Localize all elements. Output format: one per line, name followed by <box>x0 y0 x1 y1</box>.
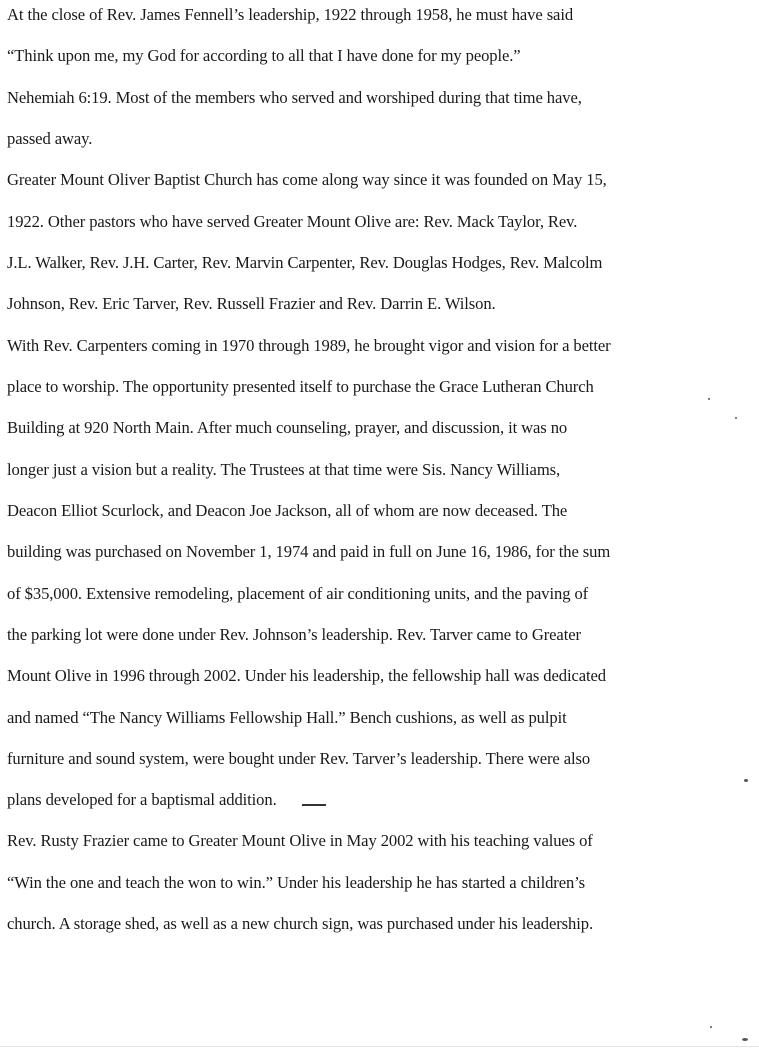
text-line-4: passed away. <box>7 129 93 148</box>
text-line-12: longer just a vision but a reality. The Trustees at that time were Sis. Nancy Williams, <box>7 460 561 479</box>
text-line-5: Greater Mount Oliver Baptist Church has come along way since it was founded on May 15, <box>7 170 607 189</box>
text-line-8: Johnson, Rev. Eric Tarver, Rev. Russell Frazier and Rev. Darrin E. Wilson. <box>7 294 496 313</box>
scan-speck <box>708 398 710 400</box>
text-line-6: 1922. Other pastors who have served Greater Mount Olive are: Rev. Mack Taylor, Rev. <box>7 212 578 231</box>
text-line-9: With Rev. Carpenters coming in 1970 through 1989, he brought vigor and vision for a better <box>7 336 611 355</box>
text-line-19: furniture and sound system, were bought under Rev. Tarver’s leadership. There were also <box>7 749 591 768</box>
text-line-11: Building at 920 North Main. After much counseling, prayer, and discussion, it was no <box>7 418 568 437</box>
page-bottom-edge <box>0 1046 759 1047</box>
text-line-1: At the close of Rev. James Fennell’s leadership, 1922 through 1958, he must have said <box>7 5 574 24</box>
scan-speck <box>735 417 737 419</box>
text-line-7: J.L. Walker, Rev. J.H. Carter, Rev. Marvin Carpenter, Rev. Douglas Hodges, Rev. Malcolm <box>7 253 603 272</box>
text-line-22: “Win the one and teach the won to win.” Under his leadership he has started a children’s <box>7 873 586 892</box>
text-line-2: “Think upon me, my God for according to all that I have done for my people.” <box>7 46 521 65</box>
text-line-18: and named “The Nancy Williams Fellowship Hall.” Bench cushions, as well as pulpit <box>7 708 567 727</box>
scan-speck <box>742 1038 748 1041</box>
scan-speck <box>710 1026 712 1028</box>
scan-speck <box>744 779 748 782</box>
text-line-17: Mount Olive in 1996 through 2002. Under his leadership, the fellowship hall was dedicated <box>7 666 606 685</box>
text-line-14: building was purchased on November 1, 1974 and paid in full on June 16, 1986, for the sum <box>7 542 611 561</box>
text-line-10: place to worship. The opportunity presented itself to purchase the Grace Lutheran Church <box>7 377 594 396</box>
text-line-20: plans developed for a baptismal addition. <box>7 790 277 809</box>
text-line-15: of $35,000. Extensive remodeling, placement of air conditioning units, and the paving of <box>7 584 589 603</box>
text-line-16: the parking lot were done under Rev. Johnson’s leadership. Rev. Tarver came to Greater <box>7 625 581 644</box>
underline-mark <box>302 804 326 806</box>
text-line-13: Deacon Elliot Scurlock, and Deacon Joe Jackson, all of whom are now deceased. The <box>7 501 568 520</box>
text-line-23: church. A storage shed, as well as a new church sign, was purchased under his leadership. <box>7 914 593 933</box>
text-line-3: Nehemiah 6:19. Most of the members who served and worshiped during that time have, <box>7 88 582 107</box>
text-line-21: Rev. Rusty Frazier came to Greater Mount Olive in May 2002 with his teaching values of <box>7 831 593 850</box>
